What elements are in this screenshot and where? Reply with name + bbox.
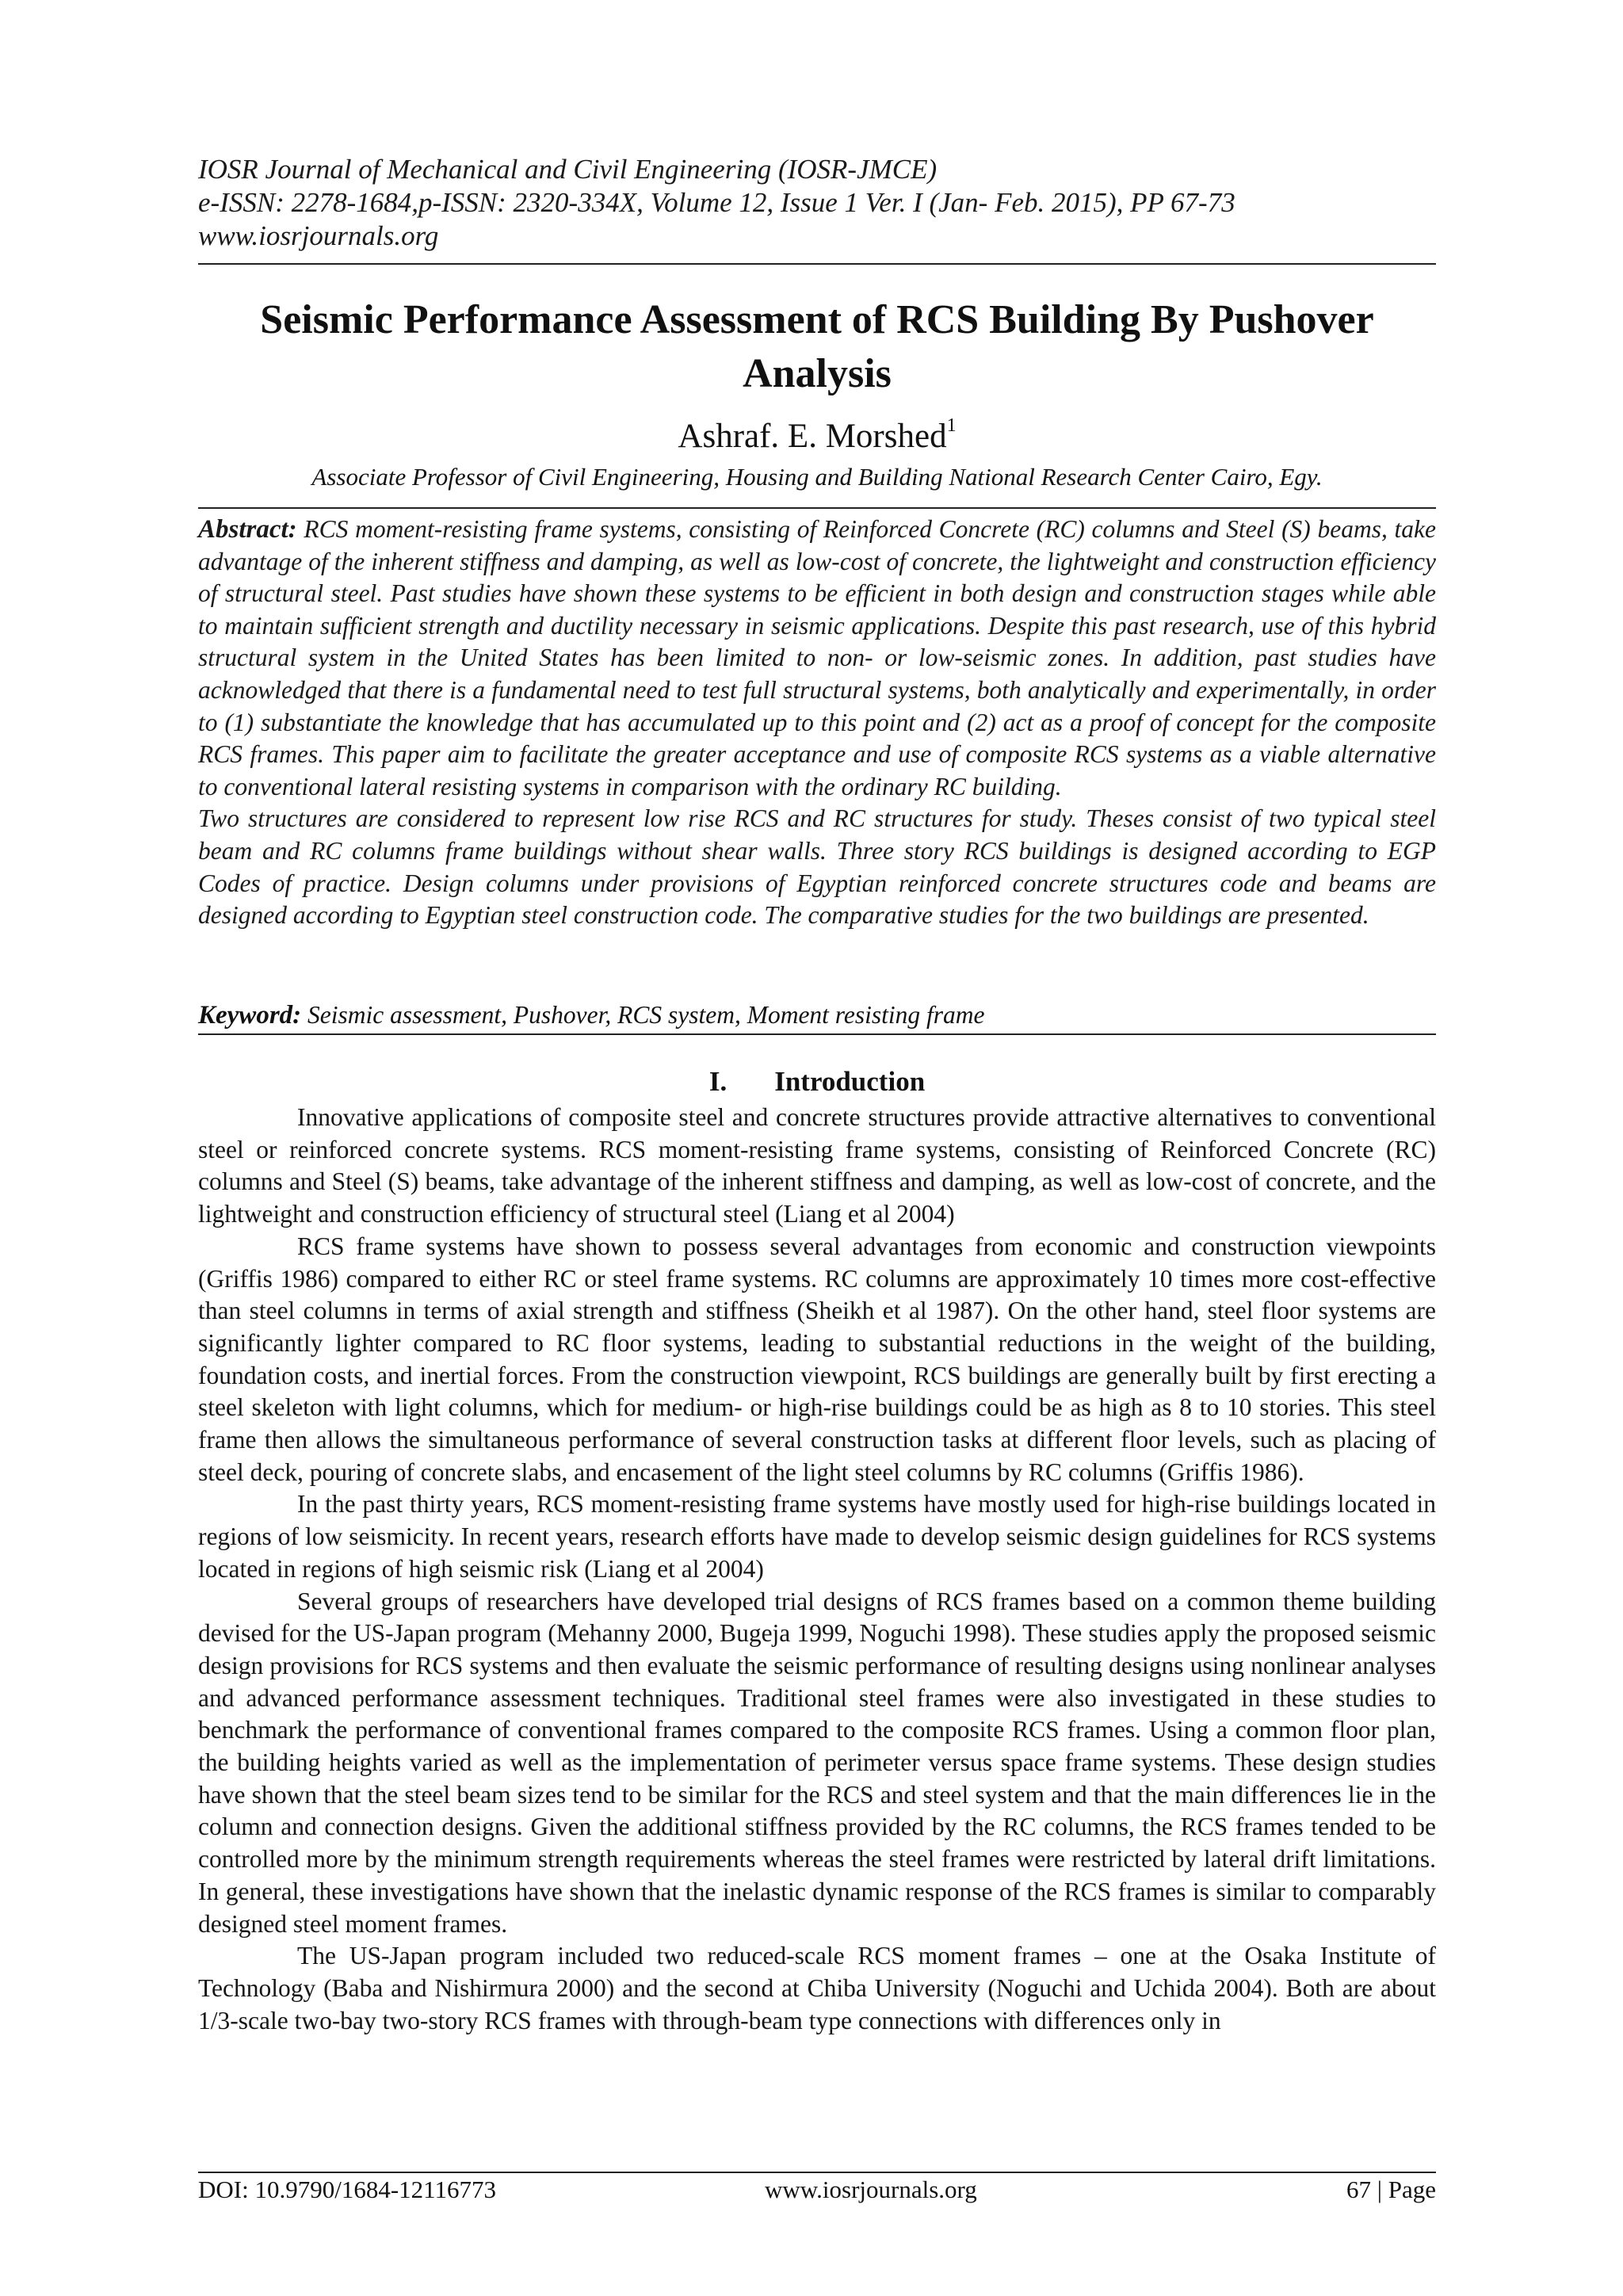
abstract-top-rule bbox=[198, 507, 1436, 509]
abstract-bottom-rule bbox=[198, 1033, 1436, 1035]
abstract-text-1: RCS moment-resisting frame systems, consisting of Reinforced Concrete (RC) columns and Steel (S) beams, take advantage of the inherent stiffness and damping, as well as low-cost of concrete, the lightweight and construction efficiency of structural steel. Past studies have shown these systems to be efficient in both design and construction stages while able to maintain sufficient strength and ductility necessary in seismic applications. Despite this past research, use of this hybrid structural system in the United States has been limited to non- or low-seismic zones. In addition, past studies have acknowledged that there is a fundamental need to test full structural systems, both analytically and experimentally, in order to (1) substantiate the knowledge that has accumulated up to this point and (2) act as a proof of concept for the composite RCS frames. This paper aim to facilitate the greater acceptance and use of composite RCS systems as a viable alternative to conventional lateral resisting systems in comparison with the ordinary RC building. bbox=[198, 515, 1437, 800]
journal-name: IOSR Journal of Mechanical and Civil Engineering (IOSR-JMCE) bbox=[198, 154, 938, 185]
author-superscript: 1 bbox=[946, 415, 957, 436]
abstract-label: Abstract: bbox=[198, 515, 297, 544]
section-number: I. bbox=[708, 1066, 727, 1097]
abstract bbox=[198, 514, 1436, 932]
body-paragraph-2: RCS frame systems have shown to possess several advantages from economic and construction viewpoints (Griffis 1986) compared to either RC or steel frame systems. RC columns are approximately 10 times more cost-effective than steel columns in terms of axial strength and stiffness (Sheikh et al 1987). On the other hand, steel floor systems are significantly lighter compared to RC floor systems, leading to substantial reductions in the weight of the building, foundation costs, and inertial forces. From the construction viewpoint, RCS buildings are generally built by first erecting a steel skeleton with light columns, which for medium- or high-rise buildings could be as high as 8 to 10 stories. This steel frame then allows the simultaneous performance of several construction tasks at different floor levels, such as placing of steel deck, pouring of concrete slabs, and encasement of the light steel columns by RC columns (Griffis 1986). bbox=[198, 1232, 1436, 1486]
section-heading bbox=[198, 1064, 1436, 1099]
author-name: Ashraf. E. Morshed bbox=[678, 418, 947, 455]
abstract-paragraph-1 bbox=[198, 514, 1436, 803]
author-affiliation: Associate Professor of Civil Engineering, Housing and Building National Research Center Cairo, Egy. bbox=[311, 463, 1323, 491]
header-rule bbox=[198, 263, 1436, 265]
paper-title: Seismic Performance Assessment of RCS Building By Pushover Analysis bbox=[260, 297, 1374, 396]
footer-rule bbox=[198, 2172, 1436, 2173]
keywords bbox=[198, 999, 1436, 1031]
footer-doi: DOI: 10.9790/1684-12116773 bbox=[198, 2176, 496, 2203]
keyword-label: Keyword: bbox=[198, 1001, 302, 1030]
author-line bbox=[198, 416, 1436, 457]
abstract-paragraph-2: Two structures are considered to represent low rise RCS and RC structures for study. Theses consist of two typical steel beam and RC columns frame buildings without shear walls. Three story RCS buildings is designed according to EGP Codes of practice. Design columns under provisions of Egyptian reinforced concrete structures code and beams are designed according to Egyptian steel construction code. The comparative studies for the two buildings are presented. bbox=[198, 804, 1436, 930]
body-paragraph-5: The US-Japan program included two reduced-scale RCS moment frames – one at the Osaka Institute of Technology (Baba and Nishirmura 2000) and the second at Chiba University (Noguchi and Uchida 2004). Both are about 1/3-scale two-bay two-story RCS frames with through-beam type connections with differences only in bbox=[198, 1942, 1436, 2034]
keyword-text: Seismic assessment, Pushover, RCS system, Moment resisting frame bbox=[307, 1001, 985, 1029]
journal-website: www.iosrjournals.org bbox=[198, 220, 439, 251]
body-paragraph-4: Several groups of researchers have developed trial designs of RCS frames based on a common theme building devised for the US-Japan program (Mehanny 2000, Bugeja 1999, Noguchi 1998). These studies apply the proposed seismic design provisions for RCS systems and then evaluate the seismic performance of resulting designs using nonlinear analyses and advanced performance assessment techniques. Traditional steel frames were also investigated in these studies to benchmark the performance of conventional frames compared to the composite RCS frames. Using a common floor plan, the building heights varied as well as the implementation of perimeter versus space frame systems. These design studies have shown that the steel beam sizes tend to be similar for the RCS and steel system and that the main differences lie in the column and connection designs. Given the additional stiffness provided by the RC columns, the RCS frames tended to be controlled more by the minimum strength requirements whereas the steel frames were restricted by lateral drift limitations. In general, these investigations have shown that the inelastic dynamic response of the RCS frames is similar to comparably designed steel moment frames. bbox=[198, 1587, 1436, 1938]
body-text bbox=[198, 1102, 1436, 2037]
footer-website: www.iosrjournals.org bbox=[765, 2176, 977, 2203]
body-paragraph-1: Innovative applications of composite steel and concrete structures provide attractive alternatives to conventional steel or reinforced concrete systems. RCS moment-resisting frame systems, consisting of Reinforced Concrete (RC) columns and Steel (S) beams, take advantage of the inherent stiffness and damping, as well as low-cost of concrete, and the lightweight and construction efficiency of structural steel (Liang et al 2004) bbox=[198, 1103, 1436, 1228]
journal-header bbox=[198, 153, 1436, 253]
body-paragraph-3: In the past thirty years, RCS moment-resisting frame systems have mostly used for high-rise buildings located in regions of low seismicity. In recent years, research efforts have made to develop seismic design guidelines for RCS systems located in regions of high seismic risk (Liang et al 2004) bbox=[198, 1490, 1436, 1583]
journal-issn: e-ISSN: 2278-1684,p-ISSN: 2320-334X, Volume 12, Issue 1 Ver. I (Jan- Feb. 2015), PP 67-73 bbox=[198, 187, 1235, 218]
footer-page-number: 67 | Page bbox=[1346, 2176, 1436, 2203]
section-title: Introduction bbox=[774, 1066, 926, 1097]
